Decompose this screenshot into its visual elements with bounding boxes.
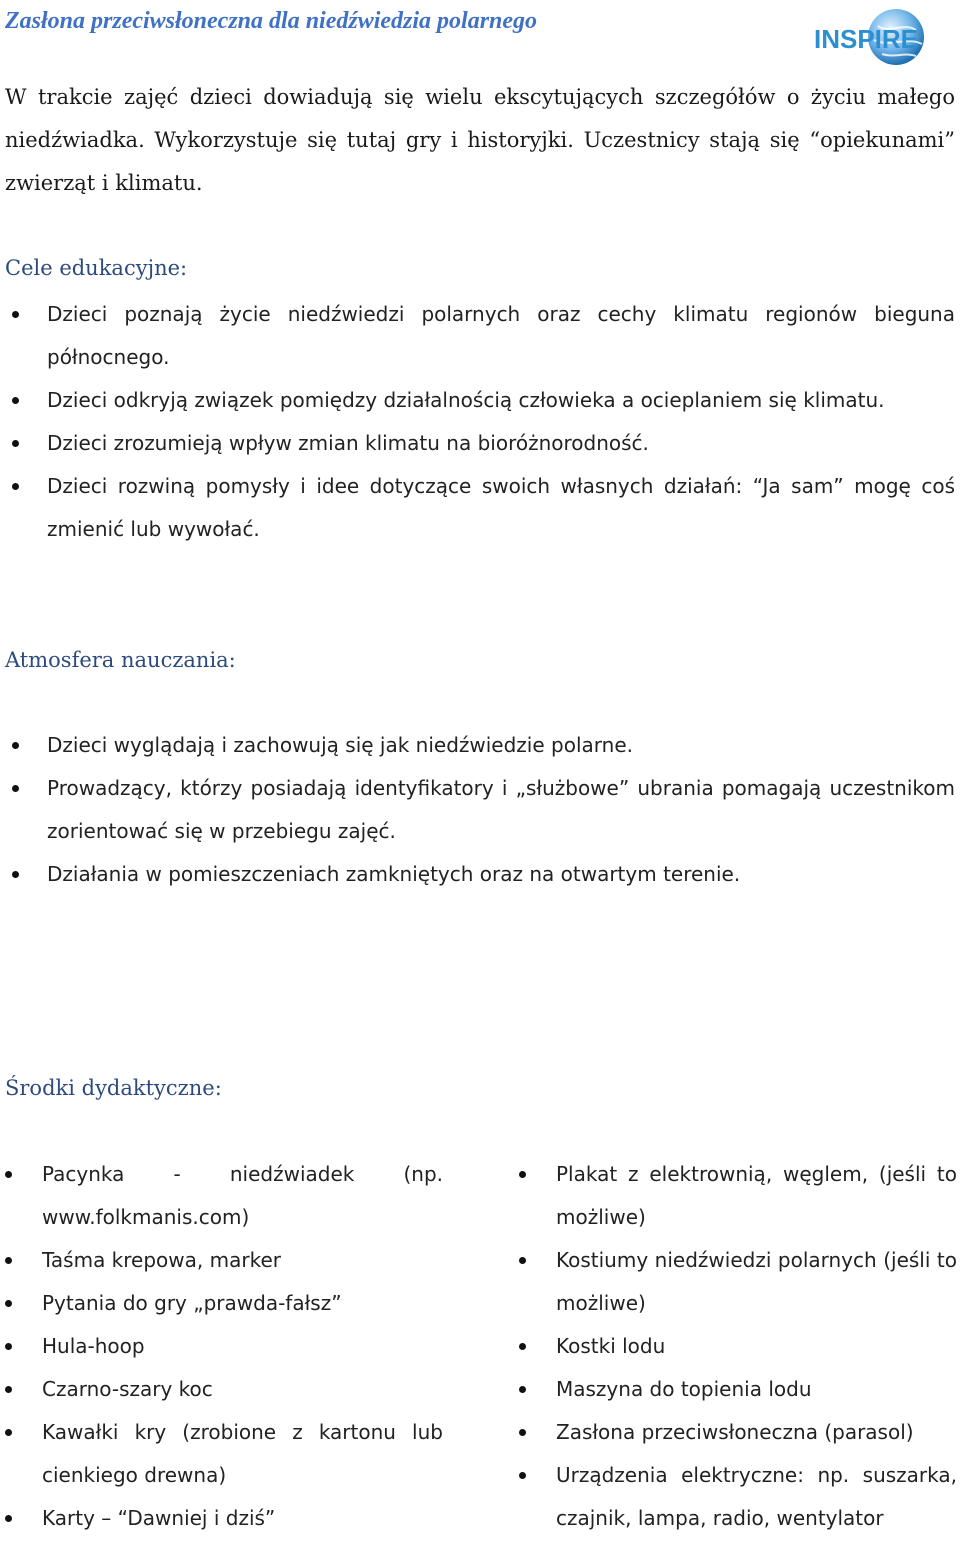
list-item: Dzieci rozwiną pomysły i idee dotyczące swoich własnych działań: “Ja sam” mogę coś zmienić lub wywołać. bbox=[5, 465, 955, 551]
intro-paragraph: W trakcie zajęć dzieci dowiadują się wielu ekscytujących szczegółów o życiu małego niedźwiadka. Wykorzystuje się tutaj gry i historyjki. Uczestnicy stają się “opiekunami” zwierząt i klimatu. bbox=[5, 85, 955, 195]
list-item: Prowadzący, którzy posiadają identyfikatory i „służbowe” ubrania pomagają uczestnikom zorientować się w przebiegu zajęć. bbox=[5, 767, 955, 853]
list-item: Kostiumy niedźwiedzi polarnych (jeśli to możliwe) bbox=[514, 1239, 957, 1325]
list-item: Taśma krepowa, marker bbox=[0, 1239, 443, 1282]
list-item: Kawałki kry (zrobione z kartonu lub cienkiego drewna) bbox=[0, 1411, 443, 1497]
list-item: Urządzenia elektryczne: np. suszarka, czajnik, lampa, radio, wentylator bbox=[514, 1454, 957, 1540]
list-item: Dzieci odkryją związek pomiędzy działalnością człowieka a ocieplaniem się klimatu. bbox=[5, 379, 955, 422]
list-item: Dzieci wyglądają i zachowują się jak niedźwiedzie polarne. bbox=[5, 724, 955, 767]
list-item: Zasłona przeciwsłoneczna (parasol) bbox=[514, 1411, 957, 1454]
list-item: Pytania do gry „prawda-fałsz” bbox=[0, 1282, 443, 1325]
list-item: Kostki lodu bbox=[514, 1325, 957, 1368]
list-item: Pacynka - niedźwiadek (np. www.folkmanis.com) bbox=[0, 1153, 443, 1239]
list-item: Plakat z elektrownią, węglem, (jeśli to możliwe) bbox=[514, 1153, 957, 1239]
srodki-list-left bbox=[0, 1153, 443, 1540]
inspire-logo bbox=[812, 4, 930, 74]
list-item: Karty – “Dawniej i dziś” bbox=[0, 1497, 443, 1540]
page-title: Zasłona przeciwsłoneczna dla niedźwiedzia polarnego bbox=[5, 8, 538, 34]
list-item: Działania w pomieszczeniach zamkniętych oraz na otwartym terenie. bbox=[5, 853, 955, 896]
list-item: Maszyna do topienia lodu bbox=[514, 1368, 957, 1411]
list-item: Dzieci zrozumieją wpływ zmian klimatu na bioróżnorodność. bbox=[5, 422, 955, 465]
list-item: Czarno-szary koc bbox=[0, 1368, 443, 1411]
srodki-list-right bbox=[514, 1153, 957, 1540]
heading-cele: Cele edukacyjne: bbox=[5, 256, 188, 280]
logo-text: INSPIRE bbox=[814, 24, 919, 54]
heading-atmosfera: Atmosfera nauczania: bbox=[5, 648, 236, 672]
heading-srodki: Środki dydaktyczne: bbox=[5, 1076, 222, 1100]
list-item: Hula-hoop bbox=[0, 1325, 443, 1368]
list-item: Dzieci poznają życie niedźwiedzi polarnych oraz cechy klimatu regionów bieguna północnego. bbox=[5, 293, 955, 379]
atmosfera-list bbox=[5, 724, 955, 896]
cele-list bbox=[5, 293, 955, 551]
